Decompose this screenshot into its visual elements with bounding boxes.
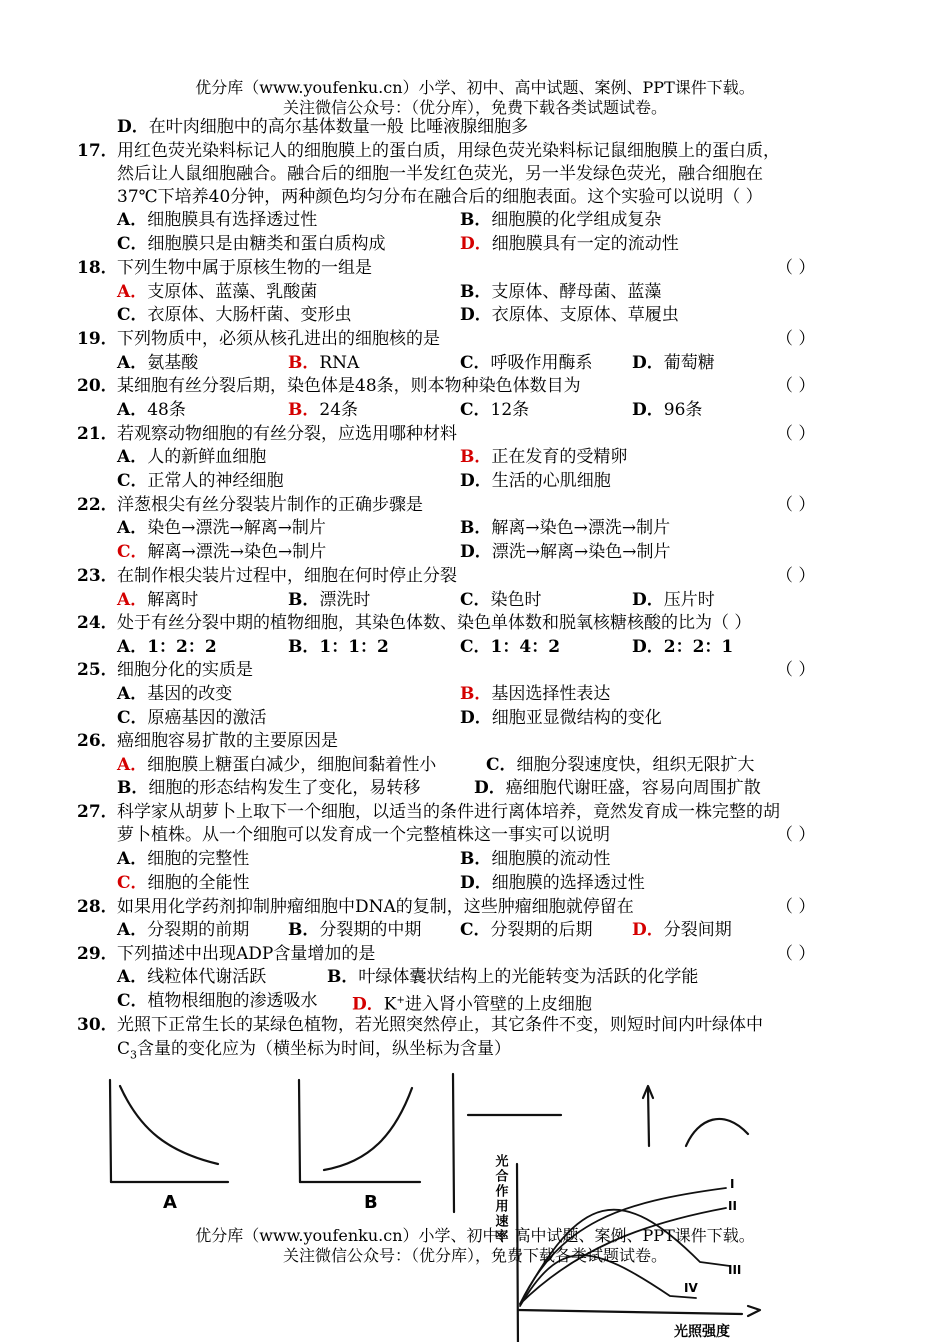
q20-option-c: C．12条 [460, 400, 530, 420]
q30-number: 30． [77, 1015, 118, 1035]
q27-number: 27． [77, 802, 118, 822]
q26-option-c: C．细胞分裂速度快，组织无限扩大 [486, 755, 755, 775]
q19-option-d: D．葡萄糖 [632, 353, 715, 373]
q29-option-d: D．K+进入肾小管壁的上皮细胞 [352, 994, 592, 1015]
q20-answer-paren: （ ） [776, 376, 816, 396]
q27-answer-paren: （ ） [776, 825, 816, 845]
q29-option-c: C．植物根细胞的渗透吸水 [117, 991, 318, 1011]
q22-option-c: C．解离→漂洗→染色→制片 [117, 542, 327, 562]
q23-number: 23． [77, 566, 118, 586]
q20-option-a: A．48条 [117, 400, 186, 420]
q17-stem-3: 37℃下培养40分钟，两种颜色均匀分布在融合后的细胞表面。这个实验可以说明（ ） [117, 187, 763, 207]
q16-option-d: D．在叶肉细胞中的高尔基体数量一般 比唾液腺细胞多 [117, 117, 529, 137]
q19-stem: 下列物质中，必须从核孔进出的细胞核的是 [117, 329, 440, 349]
q24-number: 24． [77, 613, 118, 633]
q23-option-a: A．解离时 [117, 590, 199, 610]
q26-option-a: A．细胞膜上糖蛋白减少，细胞间黏着性小 [117, 755, 437, 775]
q25-option-d: D．细胞亚显微结构的变化 [460, 708, 662, 728]
q20-option-b: B．24条 [288, 400, 359, 420]
graph-a [110, 1080, 228, 1182]
q21-option-d: D．生活的心肌细胞 [460, 471, 611, 491]
q20-stem: 某细胞有丝分裂后期，染色体是48条，则本物种染色体数目为 [117, 376, 581, 396]
q17-stem-2: 然后让人鼠细胞融合。融合后的细胞一半发红色荧光，另一半发绿色荧光，融合细胞在 [117, 164, 763, 184]
q23-answer-paren: （ ） [776, 566, 816, 586]
q26-option-b: B．细胞的形态结构发生了变化，易转移 [117, 778, 421, 798]
q27-stem-2: 萝卜植株。从一个细胞可以发育成一个完整植株这一事实可以说明 [117, 825, 610, 845]
q17-option-a: A．细胞膜具有选择透过性 [117, 210, 318, 230]
q17-option-d: D．细胞膜具有一定的流动性 [460, 234, 679, 254]
q28-option-d: D．分裂间期 [632, 920, 732, 940]
light-chart-xlabel: 光照强度 [674, 1324, 730, 1340]
graph-b-y-axis [299, 1080, 300, 1182]
q25-number: 25． [77, 660, 118, 680]
q27-stem-1: 科学家从胡萝卜上取下一个细胞，以适当的条件进行离体培养，竟然发育成一株完整的胡 [117, 802, 780, 822]
q22-number: 22． [77, 495, 118, 515]
q21-number: 21． [77, 424, 118, 444]
q29-option-b: B．叶绿体囊状结构上的光能转变为活跃的化学能 [327, 967, 699, 987]
light-chart-arrow [748, 1306, 760, 1316]
graph-d-curve [686, 1119, 748, 1146]
curve-iii-label: III [728, 1263, 742, 1277]
graph-a-y-axis [110, 1080, 111, 1182]
q25-option-b: B．基因选择性表达 [460, 684, 611, 704]
q26-stem: 癌细胞容易扩散的主要原因是 [117, 731, 338, 751]
q18-option-b: B．支原体、酵母菌、蓝藻 [460, 282, 662, 302]
q30-stem-1: 光照下正常生长的某绿色植物，若光照突然停止，其它条件不变，则短时间内叶绿体中 [117, 1015, 763, 1035]
q21-answer-paren: （ ） [776, 424, 816, 444]
q28-stem: 如果用化学药剂抑制肿瘤细胞中DNA的复制，这些肿瘤细胞就停留在 [117, 897, 634, 917]
curve-ii-label: II [728, 1199, 737, 1213]
q27-option-b: B．细胞膜的流动性 [460, 849, 611, 869]
q24-stem: 处于有丝分裂中期的植物细胞，其染色体数、染色单体数和脱氧核糖核酸的比为（ ） [117, 613, 752, 633]
q18-number: 18． [77, 258, 118, 278]
q17-option-b: B．细胞膜的化学组成复杂 [460, 210, 662, 230]
q22-option-b: B．解离→染色→漂洗→制片 [460, 518, 671, 538]
q25-option-c: C．原癌基因的激活 [117, 708, 267, 728]
q21-option-b: B．正在发育的受精卵 [460, 447, 628, 467]
graph-a-label: A [163, 1192, 177, 1213]
header-line-1: 优分库（www.youfenku.cn）小学、初中、高中试题、案例、PPT课件下载。 [195, 78, 755, 97]
graph-b-label: B [364, 1192, 378, 1213]
q28-answer-paren: （ ） [776, 897, 816, 917]
q25-option-a: A．基因的改变 [117, 684, 233, 704]
q20-option-d: D．96条 [632, 400, 703, 420]
q24-option-d: D．2：2：1 [632, 637, 734, 657]
graph-b [299, 1080, 420, 1182]
q19-answer-paren: （ ） [776, 329, 816, 349]
footer-line-1: 优分库（www.youfenku.cn）小学、初中、高中试题、案例、PPT课件下载。 [195, 1226, 755, 1245]
q19-number: 19． [77, 329, 118, 349]
q29-number: 29． [77, 944, 118, 964]
q26-option-d: D．癌细胞代谢旺盛，容易向周围扩散 [474, 778, 761, 798]
curve-i-label: I [730, 1177, 735, 1191]
q30-figures [0, 1052, 950, 1342]
q23-option-b: B．漂洗时 [288, 590, 371, 610]
q18-option-a: A．支原体、蓝藻、乳酸菌 [117, 282, 318, 302]
q27-option-d: D．细胞膜的选择透过性 [460, 873, 645, 893]
q28-number: 28． [77, 897, 118, 917]
q19-option-c: C．呼吸作用酶系 [460, 353, 593, 373]
q22-answer-paren: （ ） [776, 495, 816, 515]
graph-a-curve [120, 1086, 218, 1164]
curve-iv-label: IV [684, 1281, 698, 1295]
q29-answer-paren: （ ） [776, 944, 816, 964]
q29-option-a: A．线粒体代谢活跃 [117, 967, 267, 987]
graph-d [643, 1086, 748, 1146]
q22-option-a: A．染色→漂洗→解离→制片 [117, 518, 326, 538]
q18-option-c: C．衣原体、大肠杆菌、变形虫 [117, 305, 352, 325]
q22-option-d: D．漂洗→解离→染色→制片 [460, 542, 671, 562]
q18-stem: 下列生物中属于原核生物的一组是 [117, 258, 372, 278]
q21-stem: 若观察动物细胞的有丝分裂，应选用哪种材料 [117, 424, 457, 444]
q28-option-a: A．分裂期的前期 [117, 920, 250, 940]
q17-stem-1: 用红色荧光染料标记人的细胞膜上的蛋白质，用绿色荧光染料标记鼠细胞膜上的蛋白质， [117, 141, 780, 161]
q24-option-c: C．1：4：2 [460, 637, 561, 657]
graph-c-y-axis [453, 1074, 454, 1212]
footer-line-2: 关注微信公众号：（优分库），免费下载各类试题试卷。 [282, 1246, 667, 1265]
q27-option-c: C．细胞的全能性 [117, 873, 250, 893]
q20-number: 20． [77, 376, 118, 396]
graph-d-y-axis [648, 1088, 649, 1146]
q24-option-b: B．1：1：2 [288, 637, 389, 657]
q25-stem: 细胞分化的实质是 [117, 660, 253, 680]
q23-stem: 在制作根尖装片过程中，细胞在何时停止分裂 [117, 566, 457, 586]
q17-number: 17． [77, 141, 118, 161]
q18-answer-paren: （ ） [776, 258, 816, 278]
light-chart-x-axis [518, 1310, 742, 1314]
q21-option-c: C．正常人的神经细胞 [117, 471, 284, 491]
q26-number: 26． [77, 731, 118, 751]
q28-option-c: C．分裂期的后期 [460, 920, 593, 940]
q19-option-a: A．氨基酸 [117, 353, 199, 373]
light-chart-ylabel: 光合作用速率 [492, 1154, 508, 1244]
graph-b-curve [324, 1088, 412, 1170]
q18-option-d: D．衣原体、支原体、草履虫 [460, 305, 679, 325]
header-line-2: 关注微信公众号：（优分库），免费下载各类试题试卷。 [282, 98, 667, 117]
q17-option-c: C．细胞膜只是由糖类和蛋白质构成 [117, 234, 386, 254]
q24-option-a: A．1：2：2 [117, 637, 217, 657]
q22-stem: 洋葱根尖有丝分裂装片制作的正确步骤是 [117, 495, 423, 515]
q29-stem: 下列描述中出现ADP含量增加的是 [117, 944, 376, 964]
q19-option-b: B．RNA [288, 353, 360, 373]
q21-option-a: A．人的新鲜血细胞 [117, 447, 267, 467]
q27-option-a: A．细胞的完整性 [117, 849, 250, 869]
q23-option-c: C．染色时 [460, 590, 542, 610]
q23-option-d: D．压片时 [632, 590, 715, 610]
q30-stem-2: $C_3$含量的变化应为（横坐标为时间，纵坐标为含量） [117, 1039, 512, 1062]
q28-option-b: B．分裂期的中期 [288, 920, 422, 940]
q25-answer-paren: （ ） [776, 660, 816, 680]
